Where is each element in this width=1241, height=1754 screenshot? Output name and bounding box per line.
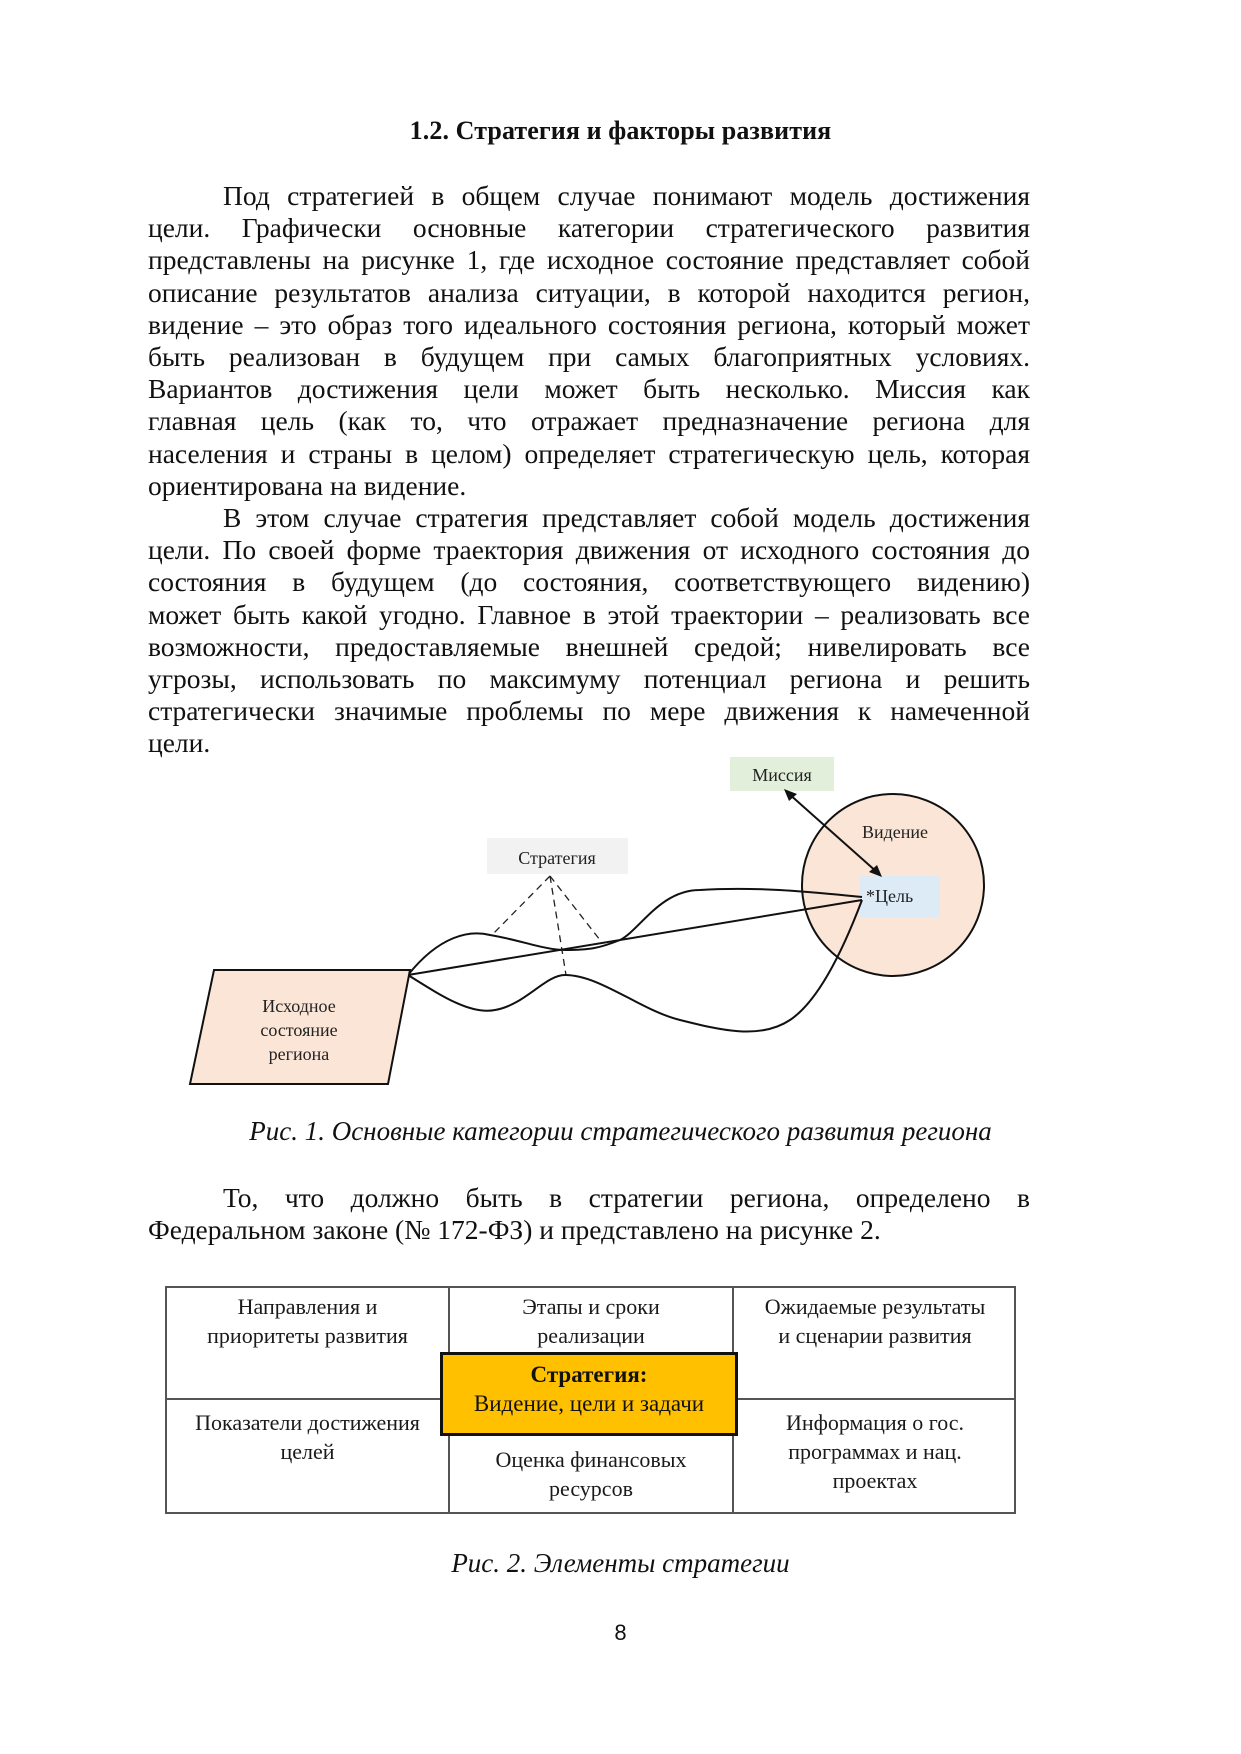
text-line: описание результатов анализа ситуации, в которой находится регион, bbox=[148, 276, 1030, 308]
cell-stages-timing bbox=[450, 1292, 732, 1350]
figure-1-caption: Рис. 1. Основные категории стратегического развития региона bbox=[249, 1116, 992, 1146]
cell-state-programs-info bbox=[734, 1408, 1016, 1495]
mission-label: Миссия bbox=[752, 765, 812, 785]
cell-text: Ожидаемые результаты bbox=[764, 1294, 986, 1319]
paragraph-1 bbox=[148, 180, 1030, 502]
cell-text: целей bbox=[280, 1439, 335, 1464]
initial-state-label-line2: состояние bbox=[260, 1020, 338, 1040]
initial-state-label-line1: Исходное bbox=[262, 996, 336, 1016]
figure-2-caption: Рис. 2. Элементы стратегии bbox=[451, 1548, 790, 1578]
text-line: цели. По своей форме траектория движения от исходного состояния до bbox=[148, 534, 1030, 566]
figure-1-diagram bbox=[0, 740, 1241, 1110]
cell-text: проектах bbox=[832, 1468, 918, 1493]
text-line: населения и страны в целом) определяет стратегическую цель, которая bbox=[148, 437, 1030, 469]
text-line: Федеральном законе (№ 172-ФЗ) и представлено на рисунке 2. bbox=[148, 1214, 881, 1246]
initial-state-label-line3: региона bbox=[268, 1044, 330, 1064]
paragraph-3 bbox=[148, 1182, 1030, 1246]
cell-directions-priorities bbox=[167, 1292, 448, 1350]
cell-text: Показатели достижения bbox=[195, 1410, 420, 1435]
text-line: цели. bbox=[148, 727, 211, 759]
text-line: видение – это образ того идеального состояния региона, который может bbox=[148, 308, 1030, 340]
cell-text: приоритеты развития bbox=[207, 1323, 408, 1348]
cell-achievement-indicators bbox=[167, 1408, 448, 1466]
cell-financial-resources bbox=[450, 1445, 732, 1503]
vision-label: Видение bbox=[861, 822, 929, 842]
paragraph-2 bbox=[148, 502, 1030, 760]
trajectory-paths bbox=[408, 889, 862, 1032]
cell-expected-results bbox=[734, 1292, 1016, 1350]
text-line: состояния в будущем (до состояния, соответствующего видению) bbox=[148, 566, 1030, 598]
text-line: цели. Графически основные категории стратегического развития bbox=[148, 212, 1030, 244]
cell-text: ресурсов bbox=[549, 1476, 633, 1501]
text-line: угрозы, использовать по максимуму потенциал региона и решить bbox=[148, 662, 1030, 694]
text-line: В этом случае стратегия представляет собой модель достижения bbox=[223, 502, 1030, 533]
cell-text: программах и нац. bbox=[788, 1439, 962, 1464]
cell-text: реализации bbox=[537, 1323, 645, 1348]
text-line: быть реализован в будущем при самых благоприятных условиях. bbox=[148, 340, 1030, 372]
cell-text: Этапы и сроки bbox=[522, 1294, 660, 1319]
strategy-center-subtitle: Видение, цели и задачи bbox=[473, 1391, 705, 1416]
text-line: главная цель (как то, что отражает предназначение региона для bbox=[148, 405, 1030, 437]
cell-text: Информация о гос. bbox=[785, 1410, 965, 1435]
strategy-label: Стратегия bbox=[518, 848, 596, 868]
strategy-center-box bbox=[440, 1352, 738, 1436]
text-line: Под стратегией в общем случае понимают модель достижения bbox=[223, 180, 1030, 211]
cell-text: Оценка финансовых bbox=[495, 1447, 687, 1472]
text-line: представлены на рисунке 1, где исходное состояние представляет собой bbox=[148, 244, 1030, 276]
strategy-center-title: Стратегия: bbox=[530, 1362, 648, 1387]
cell-text: Направления и bbox=[237, 1294, 378, 1319]
goal-label: *Цель bbox=[866, 886, 914, 906]
text-line: То, что должно быть в стратегии региона, определено в bbox=[223, 1182, 1030, 1213]
text-line: может быть какой угодно. Главное в этой траектории – реализовать все bbox=[148, 598, 1030, 630]
cell-text: и сценарии развития bbox=[778, 1323, 972, 1348]
section-heading: 1.2. Стратегия и факторы развития bbox=[409, 116, 832, 145]
page-number: 8 bbox=[614, 1620, 627, 1645]
strategy-pointer-lines bbox=[492, 876, 600, 975]
text-line: стратегически значимые проблемы по мере движения к намеченной bbox=[148, 695, 1030, 727]
text-line: Вариантов достижения цели может быть несколько. Миссия как bbox=[148, 373, 1030, 405]
text-line: возможности, предоставляемые внешней средой; нивелировать все bbox=[148, 630, 1030, 662]
text-line: ориентирована на видение. bbox=[148, 469, 467, 501]
